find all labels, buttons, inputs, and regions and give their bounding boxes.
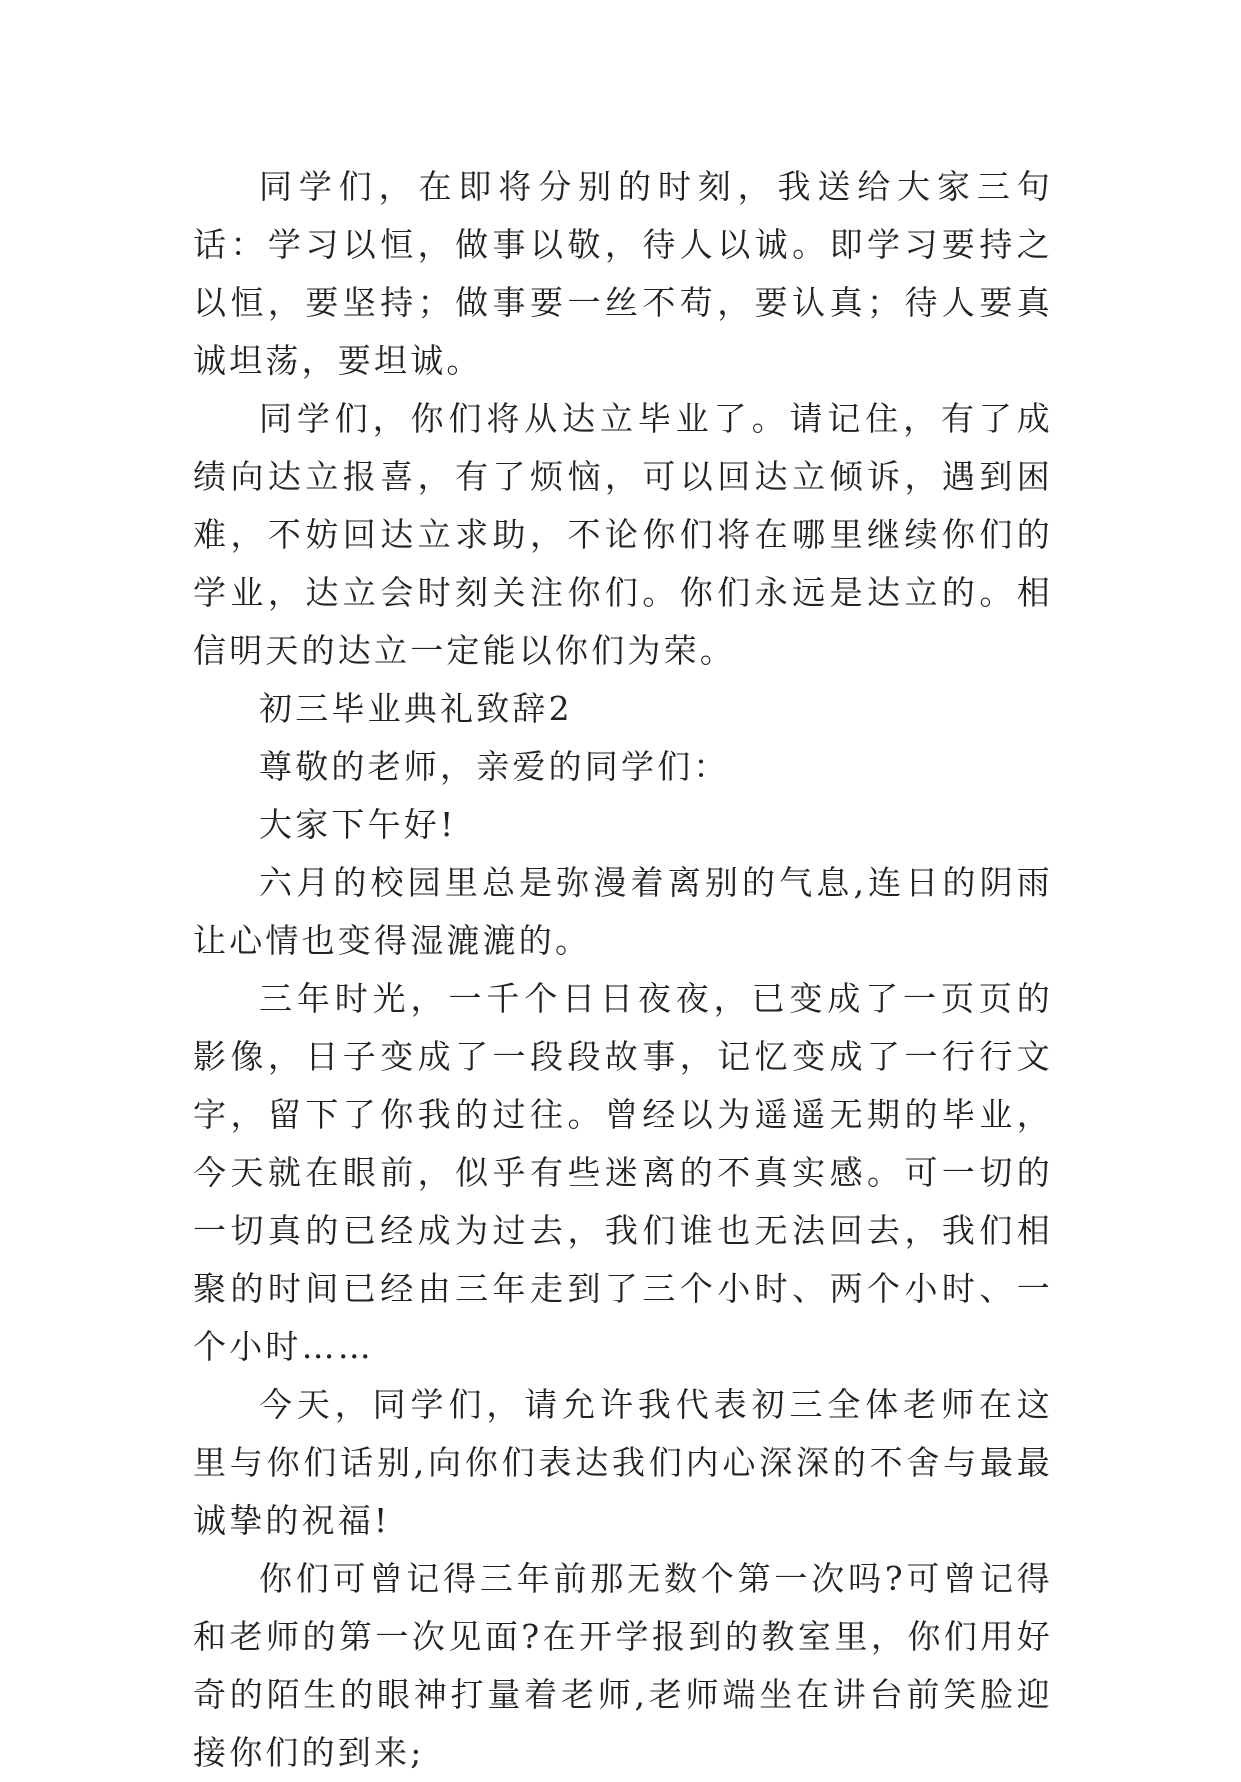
document-body — [193, 158, 1053, 1782]
greeting: 大家下午好! — [259, 805, 457, 844]
paragraph-june-campus: 六月的校园里总是弥漫着离别的气息,连日的阴雨让心情也变得湿漉漉的。 — [193, 863, 1053, 960]
section-heading: 初三毕业典礼致辞2 — [259, 689, 573, 728]
paragraph-three-sayings: 同学们，在即将分别的时刻，我送给大家三句话：学习以恒，做事以敬，待人以诚。即学习要持之以恒，要坚持；做事要一丝不苟，要认真；待人要真诚坦荡，要坦诚。 — [193, 167, 1053, 380]
paragraph-three-years: 三年时光，一千个日日夜夜，已变成了一页页的影像，日子变成了一段段故事，记忆变成了一行行文字，留下了你我的过往。曾经以为遥遥无期的毕业，今天就在眼前，似乎有些迷离的不真实感。可一切的一切真的已经成为过去，我们谁也无法回去，我们相聚的时间已经由三年走到了三个小时、两个小时、一个小时…… — [193, 979, 1053, 1366]
paragraph-graduation-message: 同学们，你们将从达立毕业了。请记住，有了成绩向达立报喜，有了烦恼，可以回达立倾诉，遇到困难，不妨回达立求助，不论你们将在哪里继续你们的学业，达立会时刻关注你们。你们永远是达立的。相信明天的达立一定能以你们为荣。 — [193, 399, 1053, 670]
paragraph-farewell: 今天，同学们，请允许我代表初三全体老师在这里与你们话别,向你们表达我们内心深深的不舍与最最诚挚的祝福! — [193, 1385, 1053, 1540]
paragraph-first-meeting: 你们可曾记得三年前那无数个第一次吗?可曾记得和老师的第一次见面?在开学报到的教室里，你们用好奇的陌生的眼神打量着老师,老师端坐在讲台前笑脸迎接你们的到来; — [193, 1559, 1053, 1772]
salutation: 尊敬的老师，亲爱的同学们： — [259, 747, 730, 786]
